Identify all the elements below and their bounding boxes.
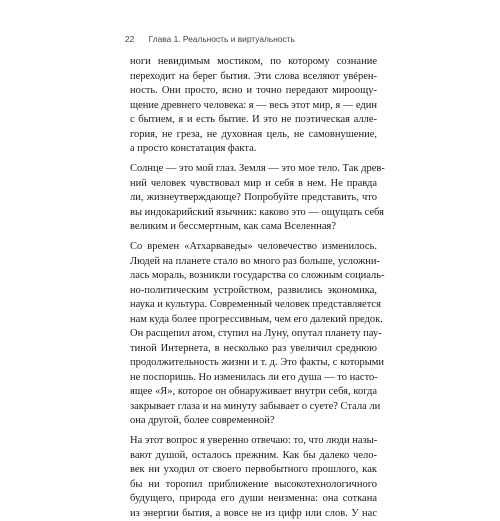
text-line: наука и культура. Современный человек представляется (130, 298, 377, 313)
paragraph (130, 240, 377, 429)
text-line: великим и бессмертным, как сама Вселенная? (130, 220, 377, 235)
text-line: ний человек чувствовал мир и себя в нем. Не правда (130, 177, 377, 192)
text-line: она другой, более современной? (130, 414, 377, 429)
text-line: щение древнего человека: я — весь этот мир, я — един (130, 99, 377, 114)
paragraph (130, 162, 377, 235)
text-line: закрывает глаза и на минуту забывает о суете? Стала ли (130, 400, 377, 415)
body-text (130, 55, 377, 521)
paragraph (130, 55, 377, 157)
text-line: ноги невидимым мостиком, по которому сознание (130, 55, 377, 70)
chapter-title: Глава 1. Реальность и виртуальность (149, 34, 295, 44)
page-number: 22 (125, 34, 134, 44)
text-line: Он расщепил атом, ступил на Луну, опутал планету пау- (130, 327, 377, 342)
text-line: а просто констатация факта. (130, 142, 377, 157)
text-line: но-политическим устройством, развились экономика, (130, 284, 377, 299)
text-line: продолжительность жизни и т. д. Это факты, с которыми (130, 356, 377, 371)
text-line: гория, не греза, не духовная цель, не самовнушение, (130, 128, 377, 143)
text-line: Со времен «Атхарваведы» человечество изменилось. (130, 240, 377, 255)
text-line: ящее «Я», которое он обнаруживает внутри себя, когда (130, 385, 377, 400)
text-line: лась мораль, возникли государства со сложным социаль- (130, 269, 377, 284)
text-line: Людей на планете стало во много раз больше, усложни- (130, 255, 377, 270)
text-line: с бытием, я и есть бытие. И это не поэтическая алле- (130, 113, 377, 128)
paragraph (130, 434, 377, 521)
text-line: не поспоришь. Но изменилась ли его душа — то насто- (130, 371, 377, 386)
text-line: век ни уходил от своего первобытного прошлого, как (130, 463, 377, 478)
text-line: бы ни торопил приближение высокотехнологичного (130, 478, 377, 493)
running-head (125, 34, 295, 44)
text-line: Солнце — это мой глаз. Земля — это мое тело. Так древ- (130, 162, 377, 177)
text-line: ность. Они просто, ясно и точно передают мироощу- (130, 84, 377, 99)
text-line: нам куда более прогрессивным, чем его далекий предок. (130, 313, 377, 328)
text-line: тиной Интернета, в несколько раз увеличил среднюю (130, 342, 377, 357)
text-line: переходит на берег бытия. Эти слова вселяют увéрен- (130, 70, 377, 85)
text-line: вают душой, осталось прежним. Как бы далеко чело- (130, 449, 377, 464)
text-line: На этот вопрос я уверенно отвечаю: то, что люди назы- (130, 434, 377, 449)
text-line: из энергии бытия, а вовсе не из цифр или слов. У нас (130, 507, 377, 521)
text-line: ли, жизнеутверждающе? Попробуйте представить, что (130, 191, 377, 206)
text-line: вы индокарийский язычник: каково это — ощущать себя (130, 206, 377, 221)
text-line: будущего, природа его души неизменна: она соткана (130, 492, 377, 507)
